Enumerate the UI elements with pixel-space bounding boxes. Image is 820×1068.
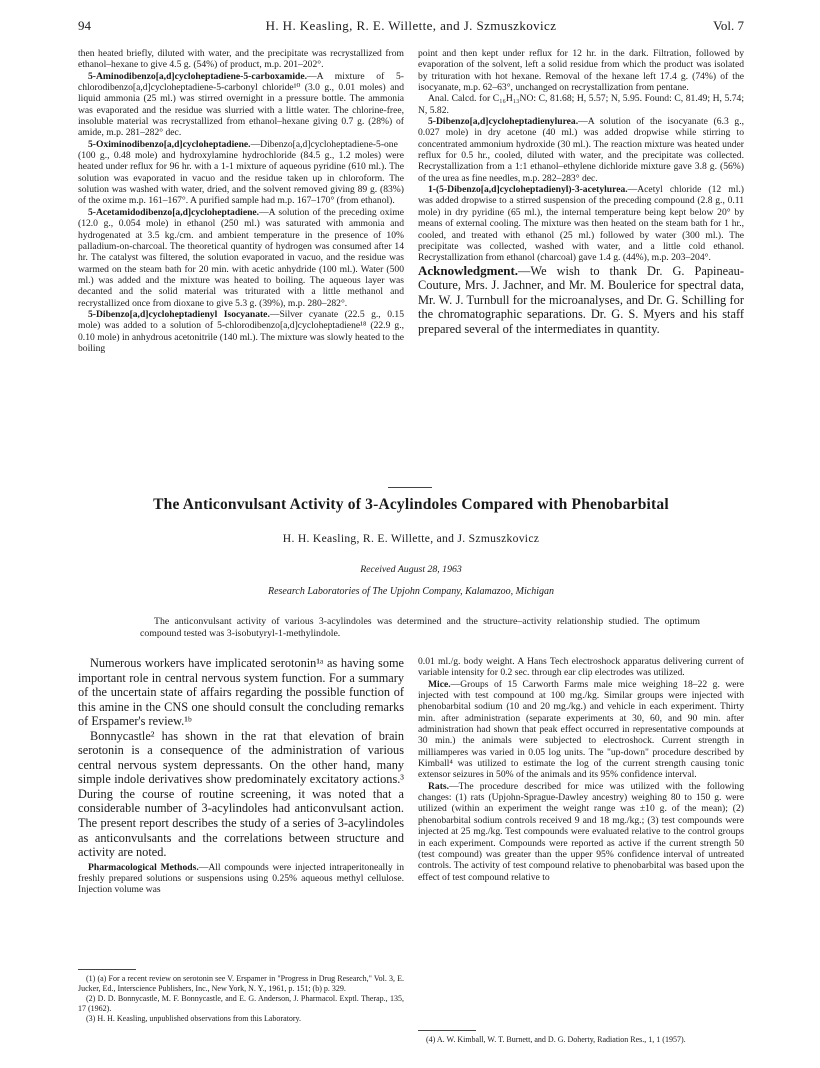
prev-article-right-column xyxy=(418,48,744,337)
paragraph: Bonnycastle² has shown in the rat that elevation of brain serotonin is a consequence of the administration of various central nervous system depressants. On the other hand, many simple indole derivatives show predominately excitatory actions.³ During the course of routine screening, it was noted that a considerable number of 3-acylindoles had anticonvulsant action. The present report describes the study of a series of 3-acylindoles as anticonvulsants and the correlations between structure and activity are noted. xyxy=(78,728,404,860)
section-heading: Mice. xyxy=(428,678,451,690)
paragraph-heading: 5-Oximinodibenzo[a,d]cycloheptadiene. xyxy=(88,138,251,150)
running-head xyxy=(78,18,744,34)
page-number: 94 xyxy=(78,18,91,33)
paragraph xyxy=(418,184,744,263)
paragraph xyxy=(78,207,404,309)
paragraph-body: —All compounds were injected intraperitoneally in freshly prepared solutions or suspensions using 0.25% aqueous methyl cellulose. Injection volume was xyxy=(78,861,404,896)
paragraph-body: —A mixture of 5-chlorodibenzo[a,d]cycloheptadiene-5-carbonyl chloride¹⁰ (3.0 g., 0.01 moles) and liquid ammonia (25 ml.) was stirred overnight in a pressure bottle. The ammonia was evaporated and the residue was slurried with a little water. The chlorine-free, insoluble material was recrystallized from ethanol–hexane giving 0.7 g. (28%) of amide, m.p. 281–282° dec. xyxy=(78,70,404,139)
paragraph-body: —Silver cyanate (22.5 g., 0.15 mole) was added to a solution of 5-chlorodibenzo[a,d]cycloheptadiene¹⁸ (22.9 g., 0.10 mole) in anhydrous acetonitrile (140 ml.). The mixture was slowly heated to the boiling xyxy=(78,308,404,354)
paragraph xyxy=(418,679,744,781)
acknowledgment xyxy=(418,264,744,337)
paragraph: 0.01 ml./g. body weight. A Hans Tech electroshock apparatus delivering current of variable intensity for 0.2 sec. through ear clip electrodes was utilized. xyxy=(418,656,744,679)
paragraph-body: —The procedure described for mice was utilized with the following changes: (1) rats (Upjohn-Sprague-Dawley ancestry) weighing 80 to 150 g. were utilized (within an experiment the weight range was ±10 g. of the mean); (2) phenobarbital sodium controls received 9 and 18 mg./kg.; (3) test compounds were injected at 25 mg./kg. Test compounds were evaluated relative to the control groups in each experiment. Compounds were reported as active if the current strength 50 (test compound) was greater than the upper 95% confidence interval of untreated controls. The activity of test compound relative to phenobarbital was based upon the effect of test compound relative to xyxy=(418,780,744,883)
footnote-rule xyxy=(78,969,136,970)
footnote: (4) A. W. Kimball, W. T. Burnett, and D. G. Doherty, Radiation Res., 1, 1 (1957). xyxy=(426,1035,686,1044)
introduction xyxy=(78,656,404,860)
abstract: The anticonvulsant activity of various 3-acylindoles was determined and the structure–activity relationship studied. The optimum compound tested was 3-isobutyryl-1-methylindole. xyxy=(140,616,700,639)
paragraph xyxy=(78,139,404,207)
volume-label: Vol. 7 xyxy=(713,18,744,33)
received-date: Received August 28, 1963 xyxy=(360,564,462,575)
acknowledgment-heading: Acknowledgment. xyxy=(418,262,519,278)
paragraph xyxy=(418,781,744,883)
footnote-rule xyxy=(418,1030,476,1031)
paragraph xyxy=(418,116,744,184)
paragraph-body: —A solution of the isocyanate (6.3 g., 0.027 mole) in dry acetone (40 ml.) was added dropwise while stirring to concentrated ammonium hydroxide (30 ml.). The reaction mixture was heated under reflux for 0.5 hr., cooled, diluted with water, and the precipitate was collected. Recrystallization from a 1:1 ethanol–ethylene dichloride mixture gave 3.8 g. (56%) of the urea as fine needles, m.p. 282–283° dec. xyxy=(418,116,744,184)
paragraph-heading: 5-Acetamidodibenzo[a,d]cycloheptadiene. xyxy=(88,206,260,218)
paragraph-body: —Dibenzo[a,d]cycloheptadiene-5-one (100 g., 0.48 mole) and hydroxylamine hydrochloride (84.5 g., 1.2 moles) were heated under reflux for 96 hr. with a 1-1 mixture of aqueous pyridine (610 ml.). The solution was evaporated in vacuo and the residue taken up in chloroform. The solution was washed with water, dried, and the solvent removed giving 89 g. (83%) of the oxime m.p. 161–167°. A purified sample had m.p. 167–170° (from ethanol). xyxy=(78,138,404,207)
paragraph-heading: 5-Dibenzo[a,d]cycloheptadienylurea. xyxy=(428,116,579,128)
footnote: (1) (a) For a recent review on serotonin see V. Erspamer in "Progress in Drug Research," Vol. 3, E. Jucker, Ed., Interscience Publishers, Inc., New York, N. Y., 1961, p. 151; (b) p. 329. xyxy=(78,974,404,993)
running-head-authors: H. H. Keasling, R. E. Willette, and J. Szmuszkovicz xyxy=(265,18,557,33)
footnotes-left xyxy=(78,974,404,1024)
article-authors: H. H. Keasling, R. E. Willette, and J. Szmuszkovicz xyxy=(282,532,540,545)
paragraph: point and then kept under reflux for 12 hr. in the dark. Filtration, followed by evaporation of the solvent, left a solid residue from which the product was isolated by trituration with hot hexane. Removal of the hexane left 17.4 g. (74%) of the isocyanate, m.p. 62–63°, unchanged on recrystallization from pentane. xyxy=(418,48,744,94)
section-heading: Rats. xyxy=(428,780,450,792)
paragraph: Numerous workers have implicated serotonin¹ᵃ as having some important role in central nervous system function. For a summary of the uncertain state of affairs regarding the possible function of this amine in the CNS one should consult the concluding remarks of Erspamer's review.¹ᵇ xyxy=(78,656,404,729)
article-right-column xyxy=(418,656,744,883)
paragraph xyxy=(78,71,404,139)
paragraph-body: —A solution of the preceding oxime (12.0 g., 0.054 mole) in ethanol (250 ml.) was saturated with ammonia and hydrogenated at 3.5 kg./cm. and ambient temperature in the presence of 10% palladium-on-charcoal. The theoretical quantity of hydrogen was consumed after 14 hr. The catalyst was filtered, the solution evaporated in vacuo, and the residue was warmed on the steam bath for 20 min. with acetic anhydride (100 ml.). Water (500 ml.) was added and the mixture was heated to boiling. The aqueous layer was decanted and the solid material was triturated with a little methanol and recrystallized once from dioxane to give 5.3 g. (39%), m.p. 280–282°. xyxy=(78,206,404,309)
paragraph-heading: 5-Dibenzo[a,d]cycloheptadienyl Isocyanate. xyxy=(88,308,270,320)
paragraph xyxy=(78,862,404,896)
analysis-line: Anal. Calcd. for C₁₆H₁₃NO: C, 81.68; H, 5.57; N, 5.95. Found: C, 81.49; H, 5.74; N, 5.82. xyxy=(418,93,744,116)
footnote: (2) D. D. Bonnycastle, M. F. Bonnycastle, and E. G. Anderson, J. Pharmacol. Exptl. Therap., 135, 17 (1962). xyxy=(78,994,404,1013)
paragraph-heading: 1-(5-Dibenzo[a,d]cycloheptadienyl)-3-acetylurea. xyxy=(428,184,628,196)
acknowledgment-body: —We wish to thank Dr. G. Papineau-Couture, Mrs. J. Jachner, and Mr. M. Boulerice for spectral data, Mr. W. J. Turnbull for the microanalyses, and Dr. G. Schilling for the chromatographic separations. Dr. G. S. Myers and his staff prepared several of the intermediates in quantity. xyxy=(418,263,744,336)
section-heading: Pharmacological Methods. xyxy=(88,861,199,873)
article-left-column xyxy=(78,656,404,896)
paragraph xyxy=(78,309,404,354)
paragraph-body: —Groups of 15 Carworth Farms male mice weighing 18–22 g. were injected with test compound at 100 mg./kg. Similar groups were injected with phenobarbital sodium (10 and 20 mg./kg.) and vehicle in each experiment. Thirty min. after administration (separate experiments at 30, 60, and 90 min. after administration had shown that peak effect occurred in representative compounds at 30 min.) the animals were subjected to electroshock. Current strength in milliamperes was varied in 0.05 log units. The "up-down" procedure described by Kimball⁴ was utilized to estimate the log of the current strength causing tonic extensor seizures in 50% of the animals and its 95% confidence interval. xyxy=(418,678,744,781)
section-divider xyxy=(388,487,432,488)
paragraph-heading: 5-Aminodibenzo[a,d]cycloheptadiene-5-carboxamide. xyxy=(88,70,308,82)
paragraph-body: —Acetyl chloride (12 ml.) was added dropwise to a stirred suspension of the preceding compound (2.8 g., 0.11 mole) in dry pyridine (65 ml.), the internal temperature being kept below 20° by means of external cooling. The mixture was then heated on the steam bath for 1 hr., cooled, and treated with ethanol (25 ml.) followed by water (300 ml.). The precipitate was collected, washed with water, and a little cold ethanol. Recrystallization from ethanol (charcoal) gave 1.4 g. (44%), m.p. 203–204°. xyxy=(418,184,744,264)
prev-article-left-column xyxy=(78,48,404,354)
affiliation: Research Laboratories of The Upjohn Company, Kalamazoo, Michigan xyxy=(267,586,554,597)
article-title: The Anticonvulsant Activity of 3-Acylindoles Compared with Phenobarbital xyxy=(153,496,669,513)
footnotes-right xyxy=(418,1035,744,1045)
paragraph: then heated briefly, diluted with water, and the precipitate was recrystallized from ethanol–hexane to give 4.5 g. (54%) of product, m.p. 201–202°. xyxy=(78,48,404,71)
footnote: (3) H. H. Keasling, unpublished observations from this Laboratory. xyxy=(86,1014,301,1023)
